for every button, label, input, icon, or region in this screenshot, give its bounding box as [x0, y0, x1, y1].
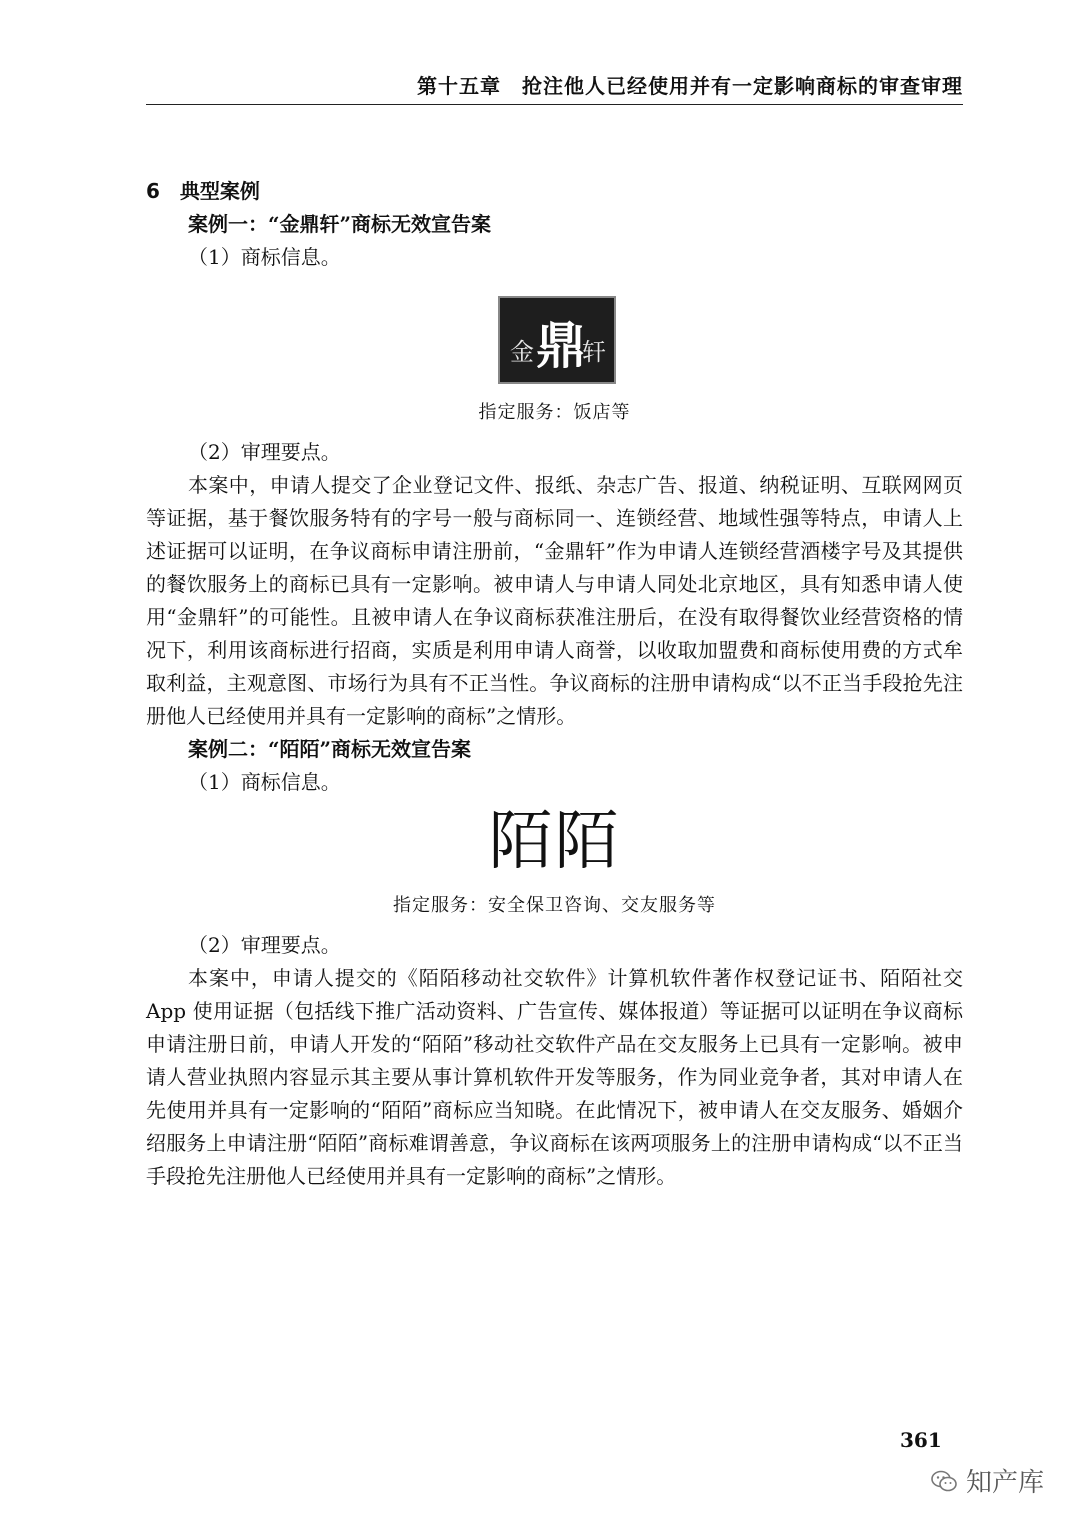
header-rule — [146, 104, 963, 105]
logo-char-1: 金 — [510, 338, 534, 366]
page-number: 361 — [900, 1428, 942, 1452]
case2-caption: 指定服务：安全保卫咨询、交友服务等 — [393, 895, 716, 916]
case2-item2: （2）审理要点。 — [188, 933, 341, 957]
case2-paragraph: 本案中，申请人提交的《陌陌移动社交软件》计算机软件著作权登记证书、陌陌社交 App 使用证据（包括线下推广活动资料、广告宣传、媒体报道）等证据可以证明在争议商标申请注册日前，申请人开发的“陌陌”移动社交软件产品在交友服务上已具有一定影响。被申请人营业执照内容显示其主要从事计算机软件开发等服务，作为同业竞争者，其对申请人在先使用并具有一定影响的“陌陌”商标应当知晓。在此情况下，被申请人在交友服务、婚姻介绍服务上申请注册“陌陌”商标难谓善意，争议商标在该两项服务上的注册申请构成“以不正当手段抢先注册他人已经使用并具有一定影响的商标”之情形。 — [146, 966, 963, 1188]
case2-item1: （1）商标信息。 — [188, 770, 341, 794]
case1-logo-area — [146, 296, 963, 388]
watermark-text: 知产库 — [966, 1468, 1045, 1498]
jindingxuan-logo — [498, 296, 616, 384]
case1-caption: 指定服务：饭店等 — [478, 402, 631, 423]
section-heading: 6 典型案例 — [146, 179, 260, 203]
case1-item2: （2）审理要点。 — [188, 440, 341, 464]
watermark — [930, 1462, 1044, 1499]
wechat-icon — [930, 1469, 958, 1493]
page-content — [146, 174, 963, 1193]
case1-item1: （1）商标信息。 — [188, 245, 341, 269]
momo-logo: 陌陌 — [488, 805, 621, 879]
page-header: 第十五章 抢注他人已经使用并有一定影响商标的审查审理 — [417, 74, 963, 98]
logo-char-3: 轩 — [582, 338, 606, 366]
case1-paragraph: 本案中，申请人提交了企业登记文件、报纸、杂志广告、报道、纳税证明、互联网网页等证据，基于餐饮服务特有的字号一般与商标同一、连锁经营、地域性强等特点，申请人上述证据可以证明，在争议商标申请注册前，“金鼎轩”作为申请人连锁经营酒楼字号及其提供的餐饮服务上的商标已具有一定影响。被申请人与申请人同处北京地区，具有知悉申请人使用“金鼎轩”的可能性。且被申请人在争议商标获准注册后，在没有取得餐饮业经营资格的情况下，利用该商标进行招商，实质是利用申请人商誉，以收取加盟费和商标使用费的方式牟取利益，主观意图、市场行为具有不正当性。争议商标的注册申请构成“以不正当手段抢先注册他人已经使用并具有一定影响的商标”之情形。 — [146, 473, 963, 728]
case1-title: 案例一：“金鼎轩”商标无效宣告案 — [188, 212, 492, 236]
logo-char-2: 鼎 — [536, 316, 586, 375]
case2-title: 案例二：“陌陌”商标无效宣告案 — [188, 737, 472, 761]
